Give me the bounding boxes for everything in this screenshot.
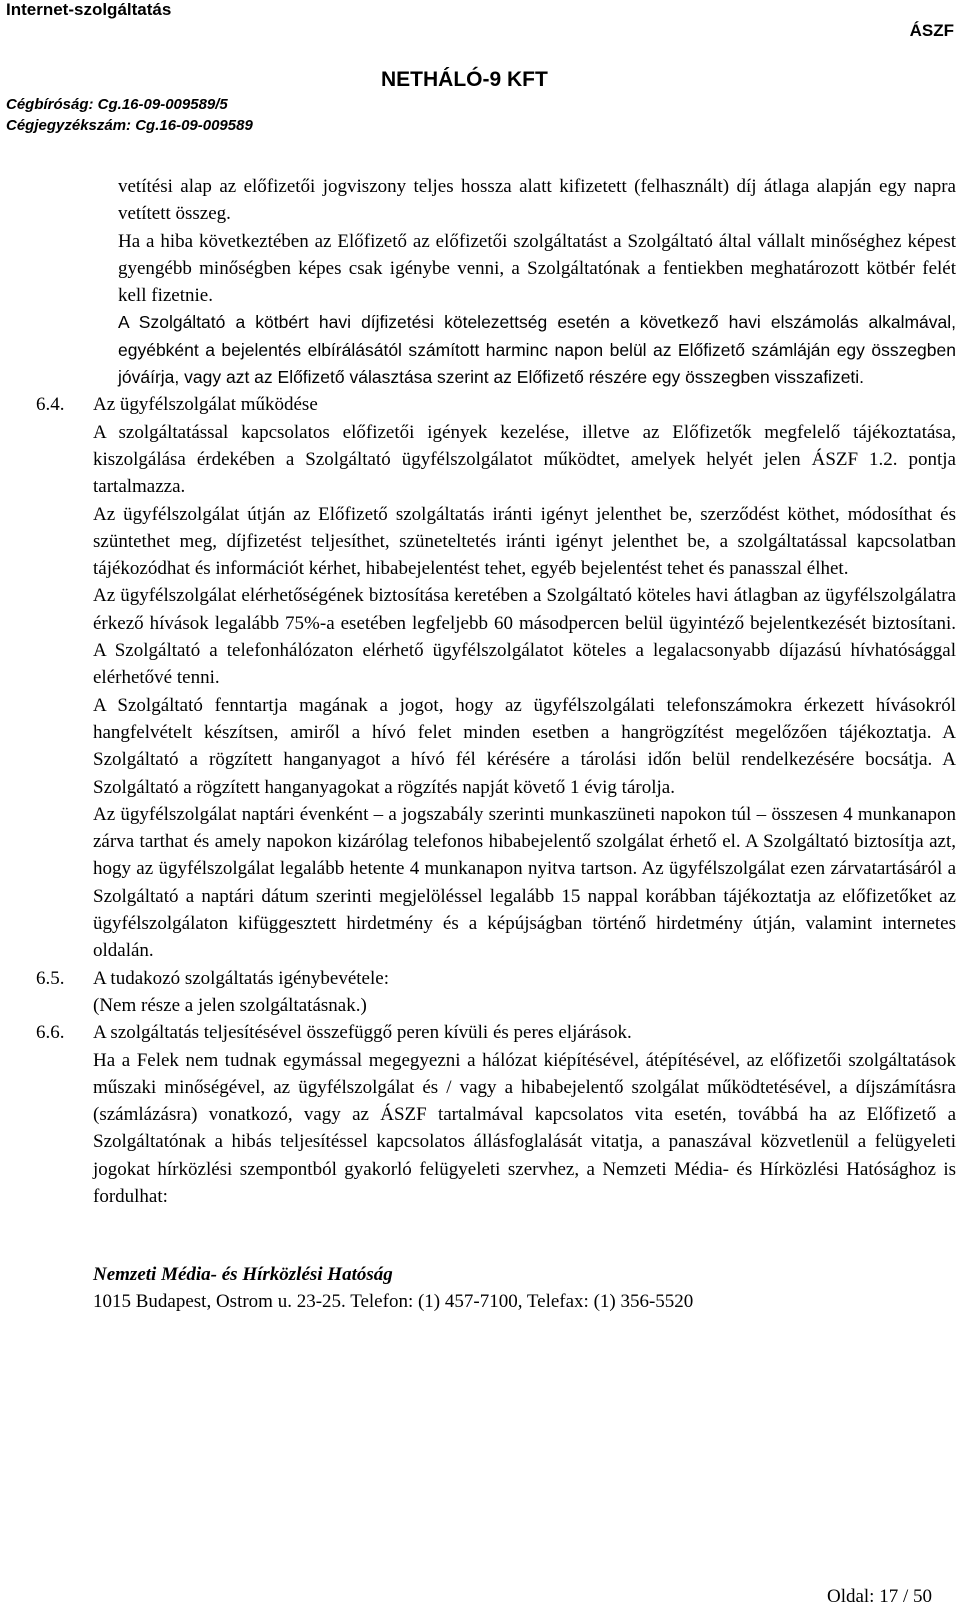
page-number: Oldal: 17 / 50	[826, 1586, 932, 1607]
section-paragraph: (Nem része a jelen szolgáltatásnak.)	[93, 994, 367, 1016]
authority-name: Nemzeti Média- és Hírközlési Hatóság	[93, 1264, 393, 1286]
authority-address: 1015 Budapest, Ostrom u. 23-25. Telefon: (1) 457-7100, Telefax: (1) 356-5520	[93, 1291, 694, 1313]
section-number: 6.6.	[36, 1022, 65, 1044]
section-paragraph: A szolgáltatással kapcsolatos előfizetői igények kezelése, illetve az Előfizetők megfelelő tájékoztatása, kiszolgálása érdekében a Szolgáltató ügyfélszolgálatot működtet, amelyek helyét jelen ÁSZF 1.2. pontja tartalmazza.	[93, 421, 956, 498]
section-6-4	[36, 391, 956, 964]
section-6-6	[36, 1019, 956, 1210]
section-title: Az ügyfélszolgálat működése	[93, 394, 318, 416]
section-title: A tudakozó szolgáltatás igénybevétele:	[93, 967, 389, 989]
intro-paragraph-2: Ha a hiba következtében az Előfizető az előfizetői szolgáltatást a Szolgáltató által vállalt minőséghez képest gyengébb minőségben képes csak igénybe venni, a Szolgáltatónak a fentiekben meghatározott kötbér felét kell fizetnie.	[118, 230, 956, 307]
section-6-5	[36, 965, 956, 1020]
section-paragraph: Az ügyfélszolgálat útján az Előfizető szolgáltatás iránti igényt jelenthet be, szerződést köthet, módosíthat és szüntethet meg, díjfizetést teljesíthet, szüneteltetés iránti igényt jelenthet be, a szolgáltatással kapcsolatban tájékozódhat és információt kérhet, hibabejelentést tehet, egyéb bejelentést tehet és panasszal élhet.	[93, 503, 956, 580]
header-left-title: Internet-szolgáltatás	[6, 0, 172, 19]
intro-paragraph-1: vetítési alap az előfizetői jogviszony teljes hossza alatt kifizetett (felhasznált) díj átlaga alapján egy napra vetített összeg.	[118, 176, 956, 225]
section-paragraph: Az ügyfélszolgálat elérhetőségének biztosítása keretében a Szolgáltató köteles havi átlagban az ügyfélszolgálatra érkező hívások legalább 75%-a esetében legfeljebb 60 másodpercen belül ügyintéző bejelentkezését biztosítani. A Szolgáltató a telefonhálózaton elérhető ügyfélszolgálatot köteles a legalacsonyabb díjazású hívhatósággal elérhetővé tenni.	[93, 585, 956, 689]
section-paragraph: A Szolgáltató fenntartja magának a jogot, hogy az ügyfélszolgálati telefonszámokra érkezett hívásokról hangfelvételt készítsen, amiről a hívó felet minden esetben a hangrögzítést megelőzően tájékoztatja. A Szolgáltató a rögzített hanganyagot a hívó fél kérésére a tárolási időn belül rendelkezésére bocsátja. A Szolgáltató a rögzített hanganyagokat a rögzítés napját követő 1 évig tárolja.	[93, 694, 956, 798]
company-registry-number: Cégjegyzékszám: Cg.16-09-009589	[6, 117, 253, 134]
intro-paragraph-3: A Szolgáltató a kötbért havi díjfizetési kötelezettség esetén a következő havi elszámolás alkalmával, egyébként a bejelentés elbírálásától számított harminc napon belül az Előfizető számláján egy összegben jóváírja, vagy azt az Előfizető választása szerint az Előfizető részére egy összegben visszafizeti.	[118, 312, 956, 388]
header-right-title: ÁSZF	[909, 21, 954, 40]
section-paragraph: Az ügyfélszolgálat naptári évenként – a jogszabály szerinti munkaszüneti napokon túl – összesen 4 munkanapon zárva tarthat és amely napokon kizárólag telefonos hibabejelentő szolgálat érhető el. A Szolgáltató biztosítja azt, hogy az ügyfélszolgálat legalább hetente 4 munkanapon nyitva tartson. Az ügyfélszolgálat ezen zárvatartásáról a Szolgáltató a naptári dátum szerinti megjelöléssel legalább 15 nappal korábban tájékoztatja az előfizetőket az ügyfélszolgálaton kifüggesztett hirdetmény és a képújságban történő hirdetmény útján, valamint internetes oldalán.	[93, 803, 956, 962]
section-title: A szolgáltatás teljesítésével összefüggő peren kívüli és peres eljárások.	[93, 1022, 632, 1044]
section-number: 6.5.	[36, 967, 65, 989]
court-registration: Cégbíróság: Cg.16-09-009589/5	[6, 96, 228, 113]
document-body	[36, 173, 956, 1315]
section-paragraph: Ha a Felek nem tudnak egymással megegyezni a hálózat kiépítésével, átépítésével, az előfizetői szolgáltatások műszaki minőségével, az ügyfélszolgálat és / vagy a hibabejelentő szolgálat működtetésével, a díjszámításra (számlázásra) vonatkozó, vagy az ÁSZF tartalmával kapcsolatos vita esetén, továbbá ha az Előfizető a Szolgáltatónak a hibás teljesítéssel kapcsolatos állásfoglalását vitatja, a panaszával közvetlenül a felügyeleti jogokat hírközlési szempontból gyakorló felügyeleti szervhez, a Nemzeti Média- és Hírközlési Hatósághoz is fordulhat:	[93, 1049, 956, 1207]
section-number: 6.4.	[36, 394, 65, 416]
company-name: NETHÁLÓ-9 KFT	[381, 68, 548, 91]
